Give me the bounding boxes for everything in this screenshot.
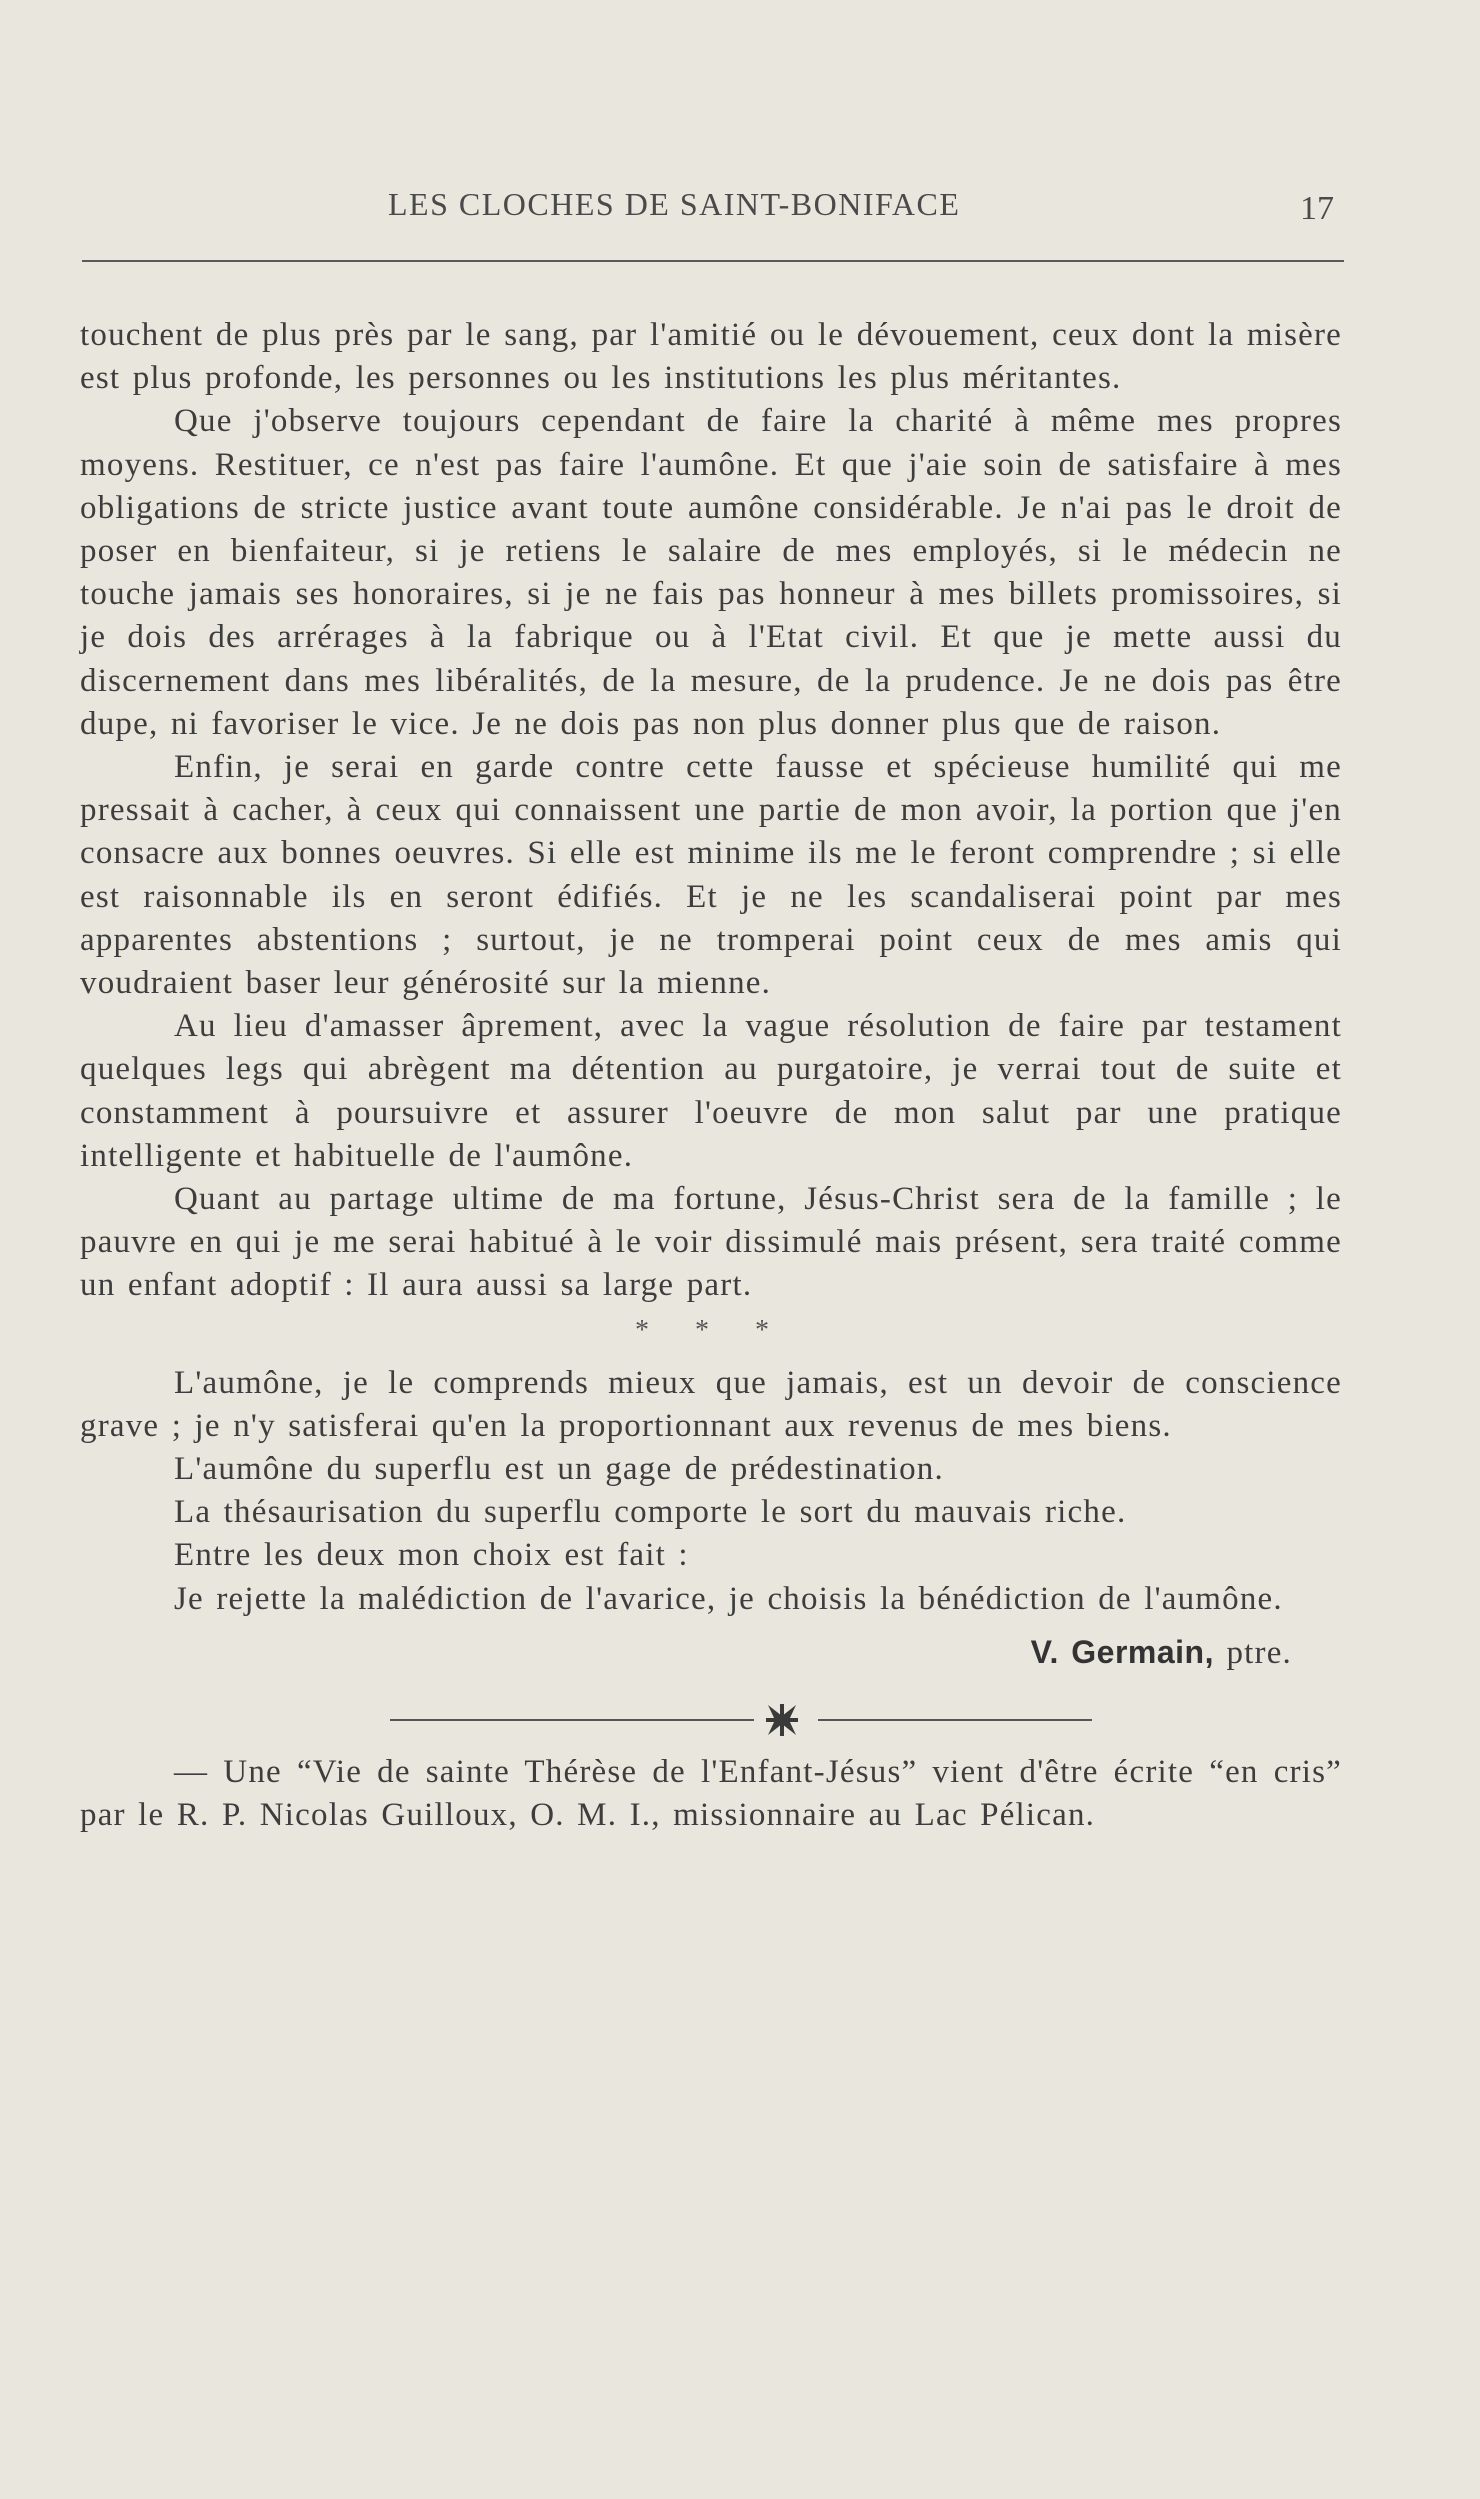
paragraph: Entre les deux mon choix est fait : [174,1537,689,1574]
paragraph: La thésaurisation du superflu comporte le sort du mauvais riche. [174,1494,1127,1531]
paragraph: Enfin, je serai en garde contre cette fausse et spécieuse humilité qui me pressait à cacher, à ceux qui connaissent une partie de mon avoir, la portion que j'en consacre aux bonnes oeuvres. Si elle est minime ils me le feront comprendre ; si elle est raisonnable ils en seront édifiés. Et je ne les scandaliserai point par mes apparentes abstentions ; surtout, je ne tromperai point ceux de mes amis qui voudraient baser leur générosité sur la mienne. [80,749,1342,1002]
ornamental-divider [80,1681,1342,1751]
maltese-cross-icon [764,1703,800,1737]
signature-title: ptre. [1226,1634,1292,1671]
paragraph: Je rejette la malédiction de l'avarice, je choisis la bénédiction de l'aumône. [174,1580,1283,1617]
divider-rule-left [390,1719,754,1721]
article-body [80,314,1342,1838]
section-separator-stars: * * * [635,1314,787,1346]
running-title: LES CLOCHES DE SAINT-BONIFACE [388,186,961,222]
running-head [0,186,1480,226]
paragraph: Que j'observe toujours cependant de faire la charité à même mes propres moyens. Restituer, ce n'est pas faire l'aumône. Et que j'aie soin de satisfaire à mes obligations de stricte justice avant toute aumône considérable. Je n'ai pas le droit de poser en bienfaiteur, si je retiens le salaire de mes employés, si le médecin ne touche jamais ses honoraires, si je ne fais pas honneur à mes billets promissoires, si je dois des arrérages à la fabrique ou à l'Etat civil. Et que je mette aussi du discernement dans mes libéralités, de la mesure, de la prudence. Je ne dois pas être dupe, ni favoriser le vice. Je ne dois pas non plus donner plus que de raison. [80,403,1342,742]
header-rule [82,260,1344,262]
paragraph: Au lieu d'amasser âprement, avec la vague résolution de faire par testament quelques legs qui abrègent ma détention au purgatoire, je verrai tout de suite et constamment à poursuivre et assurer l'oeuvre de mon salut par une pratique intelligente et habituelle de l'aumône. [80,1008,1342,1174]
signature-name: V. Germain, [1030,1633,1214,1670]
news-note: — Une “Vie de sainte Thérèse de l'Enfant-Jésus” vient d'être écrite “en cris” par le R. P. Nicolas Guilloux, O. M. I., missionnaire au Lac Pélican. [80,1754,1342,1834]
page-number: 17 [1300,190,1334,227]
signature [80,1631,1292,1675]
paragraph: L'aumône, je le comprends mieux que jamais, est un devoir de conscience grave ; je n'y satisferai qu'en la proportionnant aux revenus de mes biens. [80,1364,1342,1444]
paragraph: L'aumône du superflu est un gage de prédestination. [174,1451,944,1488]
paragraph: Quant au partage ultime de ma fortune, Jésus-Christ sera de la famille ; le pauvre en qui je me serai habitué à le voir dissimulé mais présent, sera traité comme un enfant adoptif : Il aura aussi sa large part. [80,1181,1342,1304]
paragraph: touchent de plus près par le sang, par l'amitié ou le dévouement, ceux dont la misère est plus profonde, les personnes ou les institutions les plus méritantes. [80,317,1342,397]
divider-rule-right [818,1719,1092,1721]
